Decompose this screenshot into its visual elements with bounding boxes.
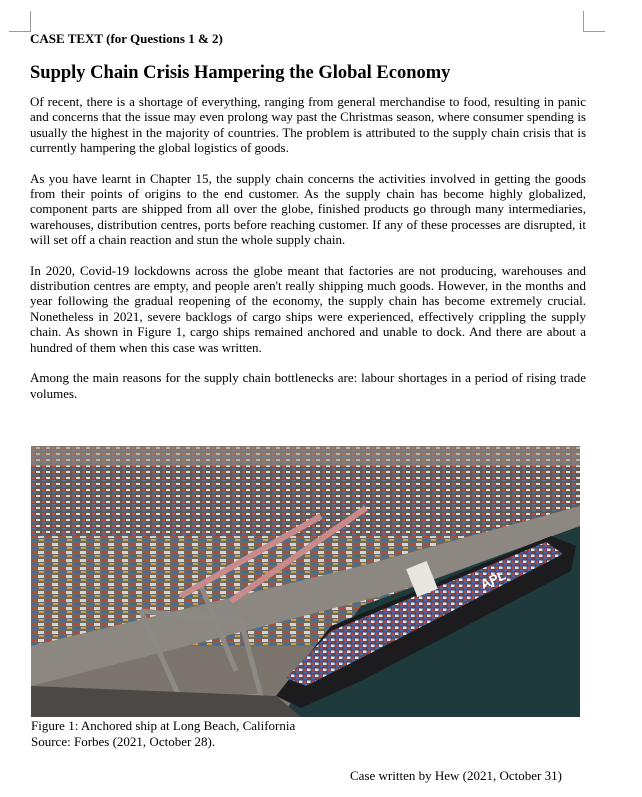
paragraph-3: In 2020, Covid-19 lockdowns across the globe meant that factories are not producing, warehouses and distribution centres are empty, and people aren't really shipping much goods. However, in the months and year following the gradual reopening of the economy, the supply chain has become extremely crucial. Nonetheless in 2021, severe backlogs of cargo ships were experienced, effectively crippling the supply chain. As shown in Figure 1, cargo ships remained anchored and unable to dock. And there are about a hundred of them when this case was written. — [30, 262, 586, 355]
document-title: Supply Chain Crisis Hampering the Global Economy — [30, 63, 451, 83]
paragraph-4: Among the main reasons for the supply chain bottlenecks are: labour shortages in a period of rising trade volumes. — [30, 370, 586, 401]
figure-caption — [31, 718, 295, 750]
case-label: CASE TEXT (for Questions 1 & 2) — [30, 31, 223, 46]
margin-corner-top-right — [583, 11, 605, 32]
figure-caption-title: Figure 1: Anchored ship at Long Beach, California — [31, 718, 296, 733]
paragraph-2: As you have learnt in Chapter 15, the supply chain concerns the activities involved in getting the goods from their points of origins to the end customer. As the supply chain has become highly globalized, component parts are shipped from all over the globe, finished products go through many intermediaries, warehouses, distribution centres, ports before reaching customer. If any of these processes are disrupted, it will set off a chain reaction and stun the whole supply chain. — [30, 170, 586, 248]
port-photo-illustration — [31, 446, 580, 717]
figure-port-photo — [31, 446, 580, 717]
case-credit: Case written by Hew (2021, October 31) — [350, 768, 562, 783]
ship-hull-lettering: APL — [478, 567, 508, 592]
margin-corner-top-left — [9, 11, 31, 32]
paragraph-1: Of recent, there is a shortage of everything, ranging from general merchandise to food, resulting in panic and concerns that the issue may even prolong way past the Christmas season, where consumer spending is usually the highest in the majority of countries. The problem is attributed to the supply chain crisis that is currently hampering the global logistics of goods. — [30, 94, 586, 156]
document-body — [30, 30, 586, 416]
figure-caption-source: Source: Forbes (2021, October 28). — [31, 734, 216, 749]
